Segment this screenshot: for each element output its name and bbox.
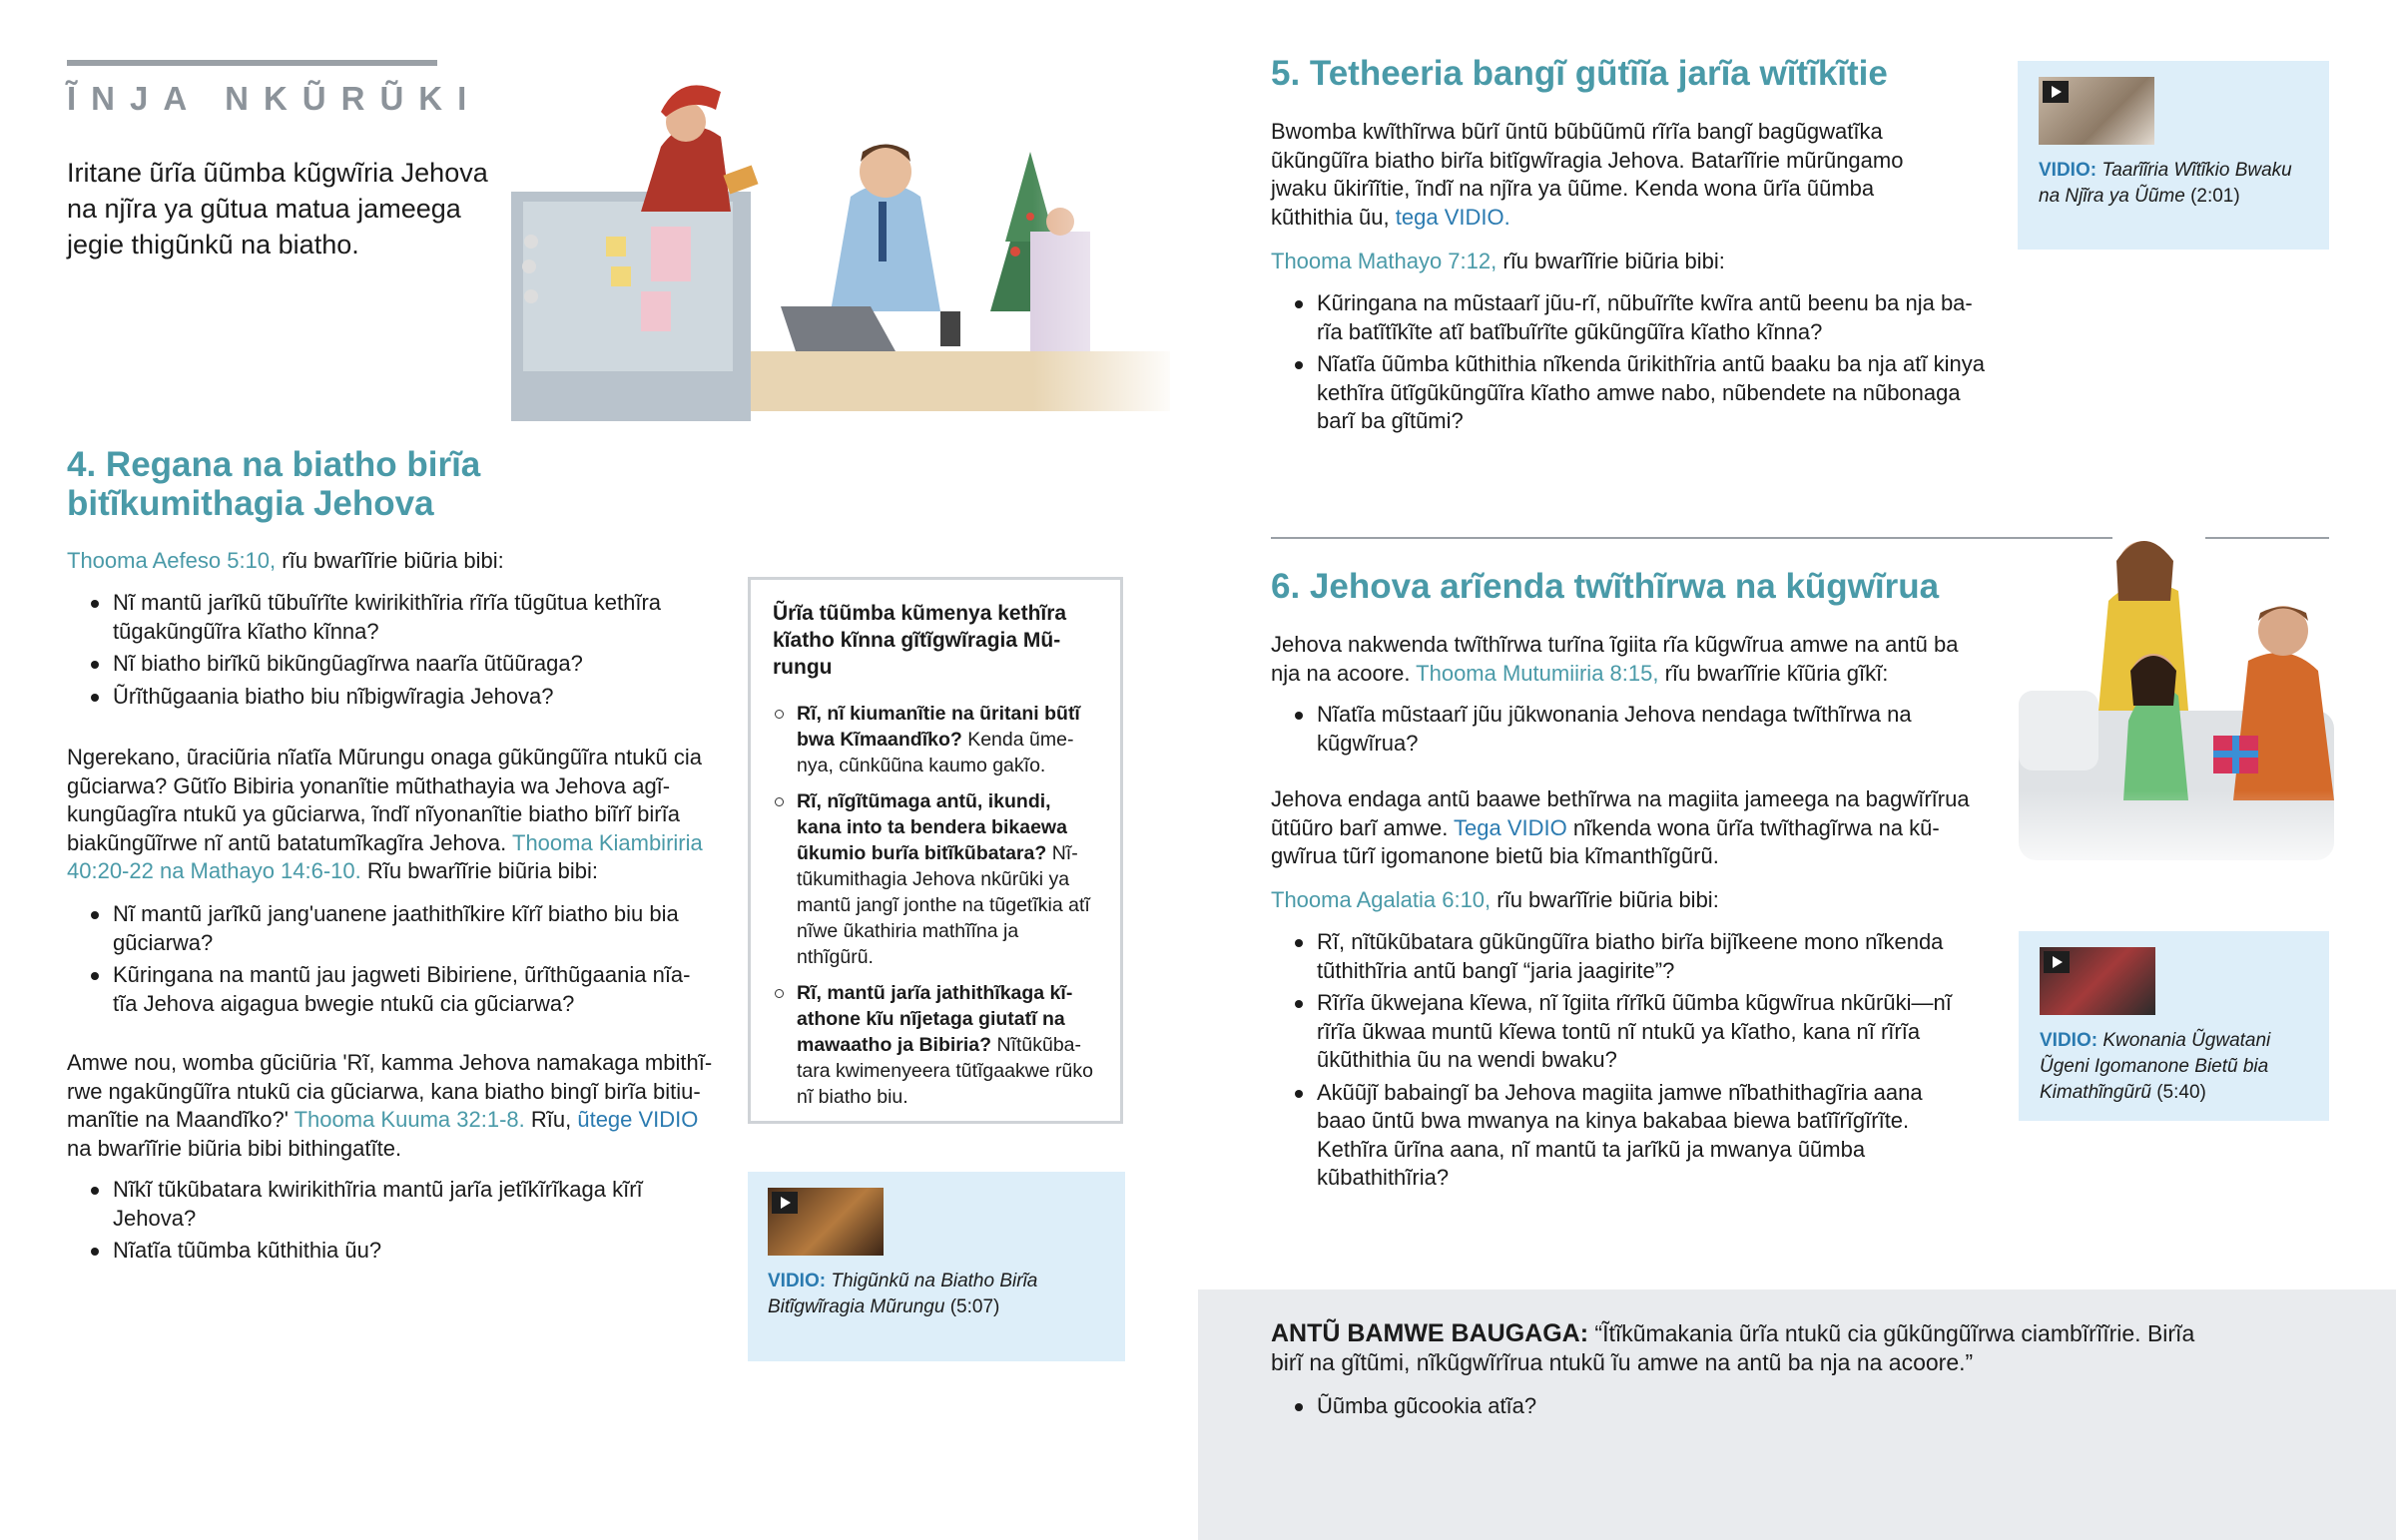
s6-list2 — [1271, 928, 1975, 1197]
video-card-1[interactable] — [748, 1172, 1125, 1361]
list-item: Nĩatĩa ũũmba kũthithia nĩkenda ũrikithĩria antũ baaku ba nja atĩ kinya kethĩra ũtĩgũkũngũĩra kĩatho amwe nabo, nũbendete na nũbonaga barĩ ba gĩtũmi? — [1271, 350, 1990, 436]
s4-read1-rest: rĩu bwarĩĩrie biũria bibi: — [276, 548, 504, 573]
sidebox — [748, 577, 1123, 1124]
video-caption — [2040, 1028, 2319, 1106]
others-label: ANTŨ BAMWE BAUGAGA: — [1271, 1319, 1589, 1347]
s5-list — [1271, 289, 1990, 440]
s5-read-ref[interactable]: Thooma Mathayo 7:12, — [1271, 249, 1498, 273]
list-item: Nĩ mantũ jarĩkũ tũbuĩrĩte kwirikithĩria rĩrĩa tũgũtua kethĩra tũgakũngũĩra kĩatho kĩnna? — [67, 589, 706, 646]
s4-list2 — [67, 900, 706, 1022]
sidebox-item — [773, 980, 1100, 1110]
list-item: Ũũmba gũcookia atĩa? — [1271, 1392, 1970, 1421]
sidebox-heading: Ũrĩa tũũmba kũmenya kethĩra kĩatho kĩnna gĩtĩgwĩragia Mũrungu — [773, 602, 1067, 679]
video-title: Kwonania Ũgwatani Ũgeni Igomanone Bietũ bia Kimathĩngũrũ — [2040, 1030, 2271, 1103]
s4-list1 — [67, 589, 706, 715]
play-icon[interactable] — [772, 1192, 798, 1214]
s4-para3 — [67, 1049, 716, 1163]
video-card-3[interactable] — [2019, 931, 2329, 1121]
kicker: ĨNJA NKŨRŨKI — [67, 80, 482, 117]
s6-list1 — [1271, 701, 1970, 762]
s4-para2-ref[interactable]: Thooma Kiambiriria 40:20-22 na Mathayo 14:6-10. — [67, 829, 703, 883]
video-label: VIDIO: — [2040, 1030, 2098, 1051]
office-illustration — [511, 52, 1180, 443]
s4-para2-rest: Rĩu bwarĩĩrie biũria bibi: — [360, 858, 598, 883]
sidebox-item — [773, 701, 1100, 778]
video-label: VIDIO: — [768, 1271, 827, 1291]
sidebox-item — [773, 788, 1100, 970]
s5-video-link[interactable]: tega VIDIO. — [1395, 204, 1510, 230]
s6-para1-ref[interactable]: Thooma Mutumiiria 8:15, — [1416, 660, 1659, 686]
s6-para1 — [1271, 631, 1990, 688]
s6-para1-text: Jehova nakwenda twĩthĩrwa turĩna ĩgiita rĩa kũgwĩrua amwe na antũ ba nja na acoore. — [1271, 632, 1959, 686]
video-caption — [768, 1269, 1107, 1320]
sidebox-q: Rĩ, nĩgĩtũmaga antũ, ikundi, kana into ta bendera bikaewa ũkumio burĩa bitĩkũbatara? — [797, 790, 1067, 864]
list-item: Nĩ biatho birĩkũ bikũngũagĩrwa naarĩa ũtũũraga? — [67, 650, 706, 679]
s6-para1-rest: rĩu bwarĩĩrie kĩũria gĩkĩ: — [1658, 660, 1889, 686]
s5-para1-text: Bwomba kwĩthĩrwa bũrĩ ũntũ bũbũũmũ rĩrĩa bangĩ bagũgwatĩka ũkũngũĩra biatho birĩa bitĩgwĩragia Jehova. Batarĩĩrie mũrũngamo jwaku ũkirĩĩtie, ĩndĩ na njĩra ya ũũme. Kenda wona ũrĩa ũũmba kũthithia ũu, — [1271, 119, 1904, 230]
section-5-heading: 5. Tetheeria bangĩ gũtĩĩa jarĩa wĩtĩkĩtie — [1271, 54, 1888, 93]
play-icon[interactable] — [2043, 81, 2069, 103]
others-list — [1271, 1392, 1970, 1425]
s4-video-link[interactable]: ũtege VIDIO — [577, 1107, 699, 1132]
kicker-rule — [67, 60, 437, 66]
others-quote — [1271, 1319, 2219, 1377]
list-item: Rĩrĩa ũkwejana kĩewa, nĩ ĩgiita rĩrĩkũ ũũmba kũgwĩrua nkũrũki—nĩ rĩrĩa ũkwaa muntũ kĩewa tontũ nĩ ntukũ ya kĩatho, kana nĩ rĩrĩa ũkũthithia ũu na wendi bwaku? — [1271, 989, 1975, 1075]
s4-para2-text: Ngerekano, ũraciũria nĩatĩa Mũrungu onaga gũkũngũĩra ntukũ cia gũciarwa? Gũtĩo Bibiria yonanĩtie mũthathayia wa Jehova agĩkungũagĩra ntukũ ya gũciarwa, ĩndĩ nĩyonanĩtie biatho biĩrĩ birĩa biakũngũĩrwe nĩ antũ batatumĩkagĩra Jehova. — [67, 745, 702, 855]
video-title: Taarĩĩria Wĩtĩkio Bwaku na Njĩra ya Ũũme — [2039, 160, 2292, 207]
list-item: Kũringana na mantũ jau jagweti Bibiriene, ũrĩthũgaania nĩatĩa Jehova aigagua bwegie ntukũ cia gũciarwa? — [67, 961, 706, 1018]
s4-para3-rest: na bwarĩĩrie biũria bibi bithingatĩte. — [67, 1135, 402, 1161]
list-item: Akũũjĩ babaingĩ ba Jehova magiita jamwe nĩbathithagĩria aana baao ũntũ bwa mwanya na kinya bakabaa biewa batĩĩrĩgĩrĩte. Kethĩra ũrĩna aana, nĩ mantũ ta jarĩkũ ja mwanya ũũmba kũbathithĩria? — [1271, 1079, 1975, 1193]
s4-para3-mid: Rĩu, — [524, 1107, 572, 1132]
video-thumbnail[interactable] — [768, 1188, 884, 1256]
sidebox-q: Rĩ, mantũ jarĩa jathithĩkaga kĩathone kĩu nĩjetaga giutatĩ na mawaatho ja Bibiria? — [797, 982, 1073, 1056]
s5-read — [1271, 248, 1930, 276]
video-duration: (2:01) — [2190, 186, 2240, 207]
s6-para2-text: Jehova endaga antũ baawe bethĩrwa na magiita jameega na bagwĩrĩrua ũtũũro barĩ amwe. — [1271, 786, 1970, 840]
s6-para2 — [1271, 785, 1990, 871]
s4-read1 — [67, 547, 746, 576]
video-caption — [2039, 158, 2318, 210]
family-illustration — [2019, 521, 2334, 880]
section-divider — [1271, 537, 2112, 539]
video-thumbnail[interactable] — [2040, 947, 2155, 1015]
video-duration: (5:40) — [2156, 1082, 2206, 1103]
list-item: Nĩatĩa tũũmba kũthithia ũu? — [67, 1237, 706, 1266]
s4-para3-ref[interactable]: Thooma Kuuma 32:1-8. — [294, 1107, 525, 1132]
s5-para1 — [1271, 118, 1940, 232]
list-item: Nĩkĩ tũkũbatara kwirikithĩria mantũ jarĩa jetĩkĩrĩkaga kĩrĩ Jehova? — [67, 1176, 706, 1233]
s6-video-link[interactable]: Tega VIDIO — [1454, 814, 1567, 840]
list-item: Ũrĩthũgaania biatho biu nĩbigwĩragia Jehova? — [67, 683, 706, 712]
sidebox-a: Kenda ũmenya, cũnkũũna kaumo gakĩo. — [797, 729, 1074, 776]
video-duration: (5:07) — [949, 1296, 1000, 1317]
sidebox-a: Nĩtũkumithagia Jehova nkũrũki ya mantũ jangĩ jonthe na tũgetĩkia atĩ nĩwe ũkathiria mathĩĩna ja nthĩgũrũ. — [797, 842, 1090, 968]
section-6-heading: 6. Jehova arĩenda twĩthĩrwa na kũgwĩrua — [1271, 567, 1940, 606]
s6-para2-rest: nĩkenda wona ũrĩa twĩthagĩrwa na kũgwĩrua tũrĩ igomanone bietũ bia kĩmanthĩgũrũ. — [1271, 814, 1940, 868]
sidebox-q: Rĩ, nĩ kiumanĩtie na ũritani bũtĩ bwa Kĩmaandĩko? — [797, 703, 1080, 751]
s4-para3-text: Amwe nou, womba gũciũria 'Rĩ, kamma Jehova namakaga mbithĩrwe ngakũngũĩra ntukũ cia gũciarwa, kana biatho bingĩ birĩa bitiumanĩtie na Maandĩko?' — [67, 1050, 713, 1132]
s5-read-rest: rĩu bwarĩĩrie biũria bibi: — [1497, 249, 1725, 273]
section-4-heading: 4. Regana na biatho birĩa bitĩkumithagia Jehova — [67, 445, 481, 523]
list-item: Kũringana na mũstaarĩ jũu-rĩ, nũbuĩrĩte kwĩra antũ beenu ba nja barĩa batĩtĩkĩte atĩ batĩbuĩrĩte gũkũngũĩra kĩatho kĩnna? — [1271, 289, 1990, 346]
video-thumbnail[interactable] — [2039, 77, 2154, 145]
video-card-2[interactable] — [2018, 61, 2329, 250]
intro-text: Iritane ũrĩa ũũmba kũgwĩria Jehova na njĩra ya gũtua matua jameega jegie thigũnkũ na biatho. — [67, 158, 488, 259]
sidebox-a: Nĩtũkũbatara kwimenyeera tũtĩgaakwe rũko nĩ biatho biu. — [797, 1034, 1093, 1108]
s4-para2 — [67, 744, 716, 886]
s6-read — [1271, 886, 1930, 915]
play-icon[interactable] — [2044, 951, 2070, 973]
list-item: Rĩ, nĩtũkũbatara gũkũngũĩra biatho birĩa bijĩkeene mono nĩkenda tũthithĩria antũ bangĩ “jaria jaagirite”? — [1271, 928, 1975, 985]
video-label: VIDIO: — [2039, 160, 2097, 181]
others-quote-text: “Ĩtĩkũmakania ũrĩa ntukũ cia gũkũngũĩrwa ciambĩrĩĩrie. Birĩa birĩ na gĩtũmi, nĩkũgwĩrĩrua ntukũ ĩu amwe na antũ ba nja na acoore.” — [1271, 1320, 2195, 1375]
video-title: Thigũnkũ na Biatho Birĩa Bitĩgwĩragia Mũrungu — [768, 1271, 1038, 1317]
s4-list3 — [67, 1176, 706, 1270]
list-item: Nĩ mantũ jarĩkũ jang'uanene jaathithĩkire kĩrĩ biatho biu bia gũciarwa? — [67, 900, 706, 957]
list-item: Nĩatĩa mũstaarĩ jũu jũkwonania Jehova nendaga twĩthĩrwa na kũgwĩrua? — [1271, 701, 1970, 758]
s4-read1-ref[interactable]: Thooma Aefeso 5:10, — [67, 548, 277, 573]
s6-read-rest: rĩu bwarĩĩrie biũria bibi: — [1491, 887, 1719, 912]
s6-read-ref[interactable]: Thooma Agalatia 6:10, — [1271, 887, 1492, 912]
